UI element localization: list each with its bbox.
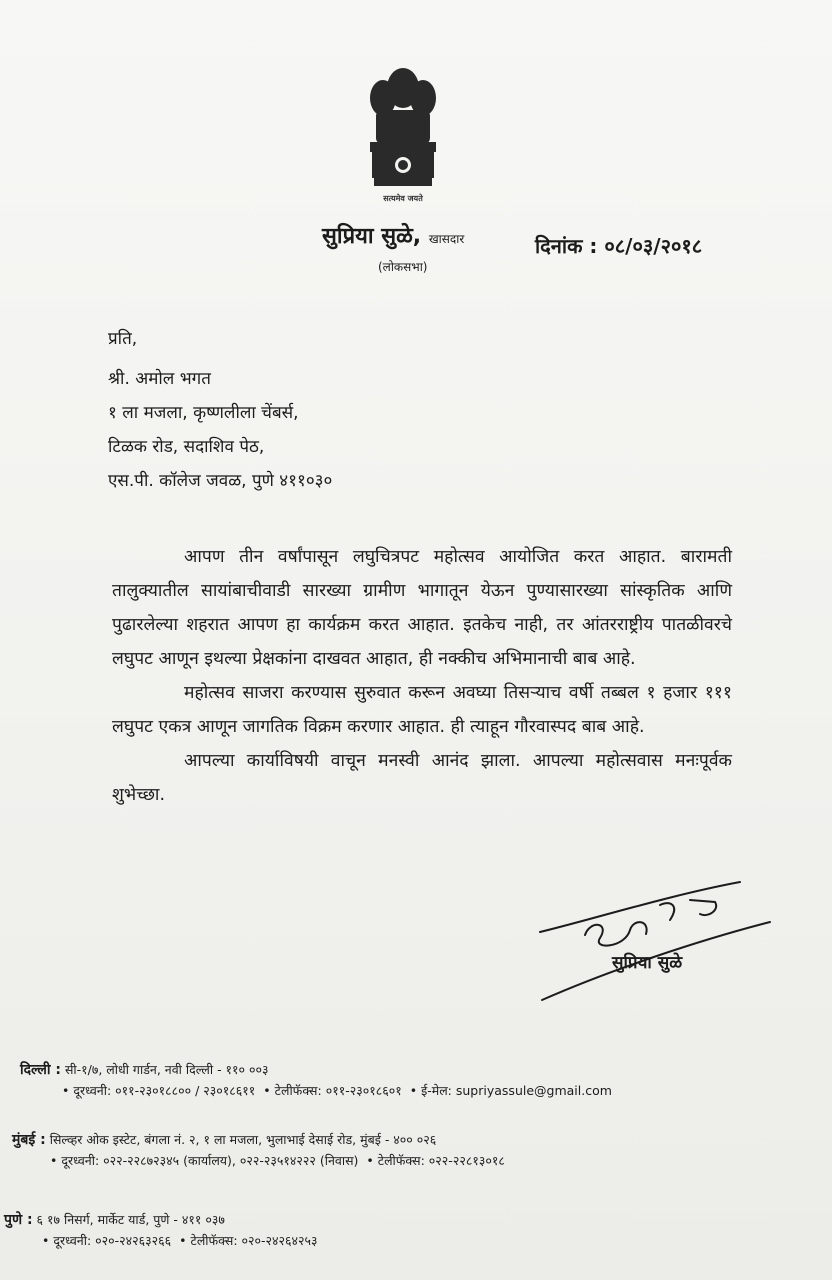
signature-scribble-icon bbox=[530, 860, 780, 1010]
delhi-address-line bbox=[20, 1060, 269, 1079]
pune-address-line bbox=[4, 1210, 225, 1229]
delhi-fax: टेलीफॅक्स: ०११-२३०१८६०१ bbox=[274, 1083, 402, 1098]
email-label: ई-मेल: bbox=[421, 1083, 452, 1098]
emblem-motto: सत्यमेव जयते bbox=[383, 194, 423, 203]
body-paragraph: महोत्सव साजरा करण्यास सुरुवात करून अवघ्या तिसऱ्याच वर्षी तब्बल १ हजार १११ लघुपट एकत्र आणून जागतिक विक्रम करणार आहात. ही त्याहून गौरवास्पद बाब आहे. bbox=[112, 683, 732, 737]
body-paragraph: आपण तीन वर्षांपासून लघुचित्रपट महोत्सव आयोजित करत आहात. बारामती तालुक्यातील सायांबाचीवाडी सारख्या ग्रामीण भागातून येऊन पुण्यासारख्या सांस्कृतिक आणि पुढारलेल्या शहरात आपण हा कार्यक्रम करत आहात. इतकेच नाही, तर आंतरराष्ट्रीय पातळीवरचे लघुपट आणून इथल्या प्रेक्षकांना दाखवत आहात, ही नक्कीच अभिमानाची बाब आहे. bbox=[112, 547, 732, 669]
recipient-address bbox=[108, 322, 332, 498]
signatory-name: सुप्रिया सुळे bbox=[612, 953, 683, 973]
pune-contact-line: • दूरध्वनी: ०२०-२४२६३२६६ • टेलीफॅक्स: ०२०-२४२६४२५३ bbox=[42, 1233, 318, 1248]
delhi-contact-line: • दूरध्वनी: ०११-२३०१८८०० / २३०१८६११ • टेलीफॅक्स: ०११-२३०१८६०१ • ई-मेल: supriyassule@gmail.com bbox=[62, 1083, 612, 1098]
recipient-address-line: टिळक रोड, सदाशिव पेठ, bbox=[108, 437, 265, 457]
mumbai-address: सिल्व्हर ओक इस्टेट, बंगला नं. २, १ ला मजला, भुलाभाई देसाई रोड, मुंबई - ४०० ०२६ bbox=[49, 1132, 437, 1147]
sender-house: (लोकसभा) bbox=[378, 260, 428, 274]
delhi-phone: दूरध्वनी: ०११-२३०१८८०० / २३०१८६११ bbox=[73, 1083, 256, 1098]
mumbai-phone: दूरध्वनी: ०२२-२२८७२३४५ (कार्यालय), ०२२-२३५१४२२२ (निवास) bbox=[61, 1153, 359, 1168]
sender-name bbox=[322, 220, 464, 250]
email-address[interactable]: supriyassule@gmail.com bbox=[455, 1083, 612, 1098]
mumbai-address-line bbox=[12, 1130, 436, 1149]
sender-name-text: सुप्रिया सुळे, bbox=[322, 224, 422, 249]
recipient-address-line: एस.पी. कॉलेज जवळ, पुणे ४११०३० bbox=[108, 471, 333, 491]
pune-city-label: पुणे : bbox=[4, 1212, 33, 1228]
recipient-address-line: १ ला मजला, कृष्णलीला चेंबर्स, bbox=[108, 403, 299, 423]
letter-date bbox=[535, 232, 702, 259]
delhi-city-label: दिल्ली : bbox=[20, 1062, 61, 1078]
sender-title: खासदार bbox=[428, 232, 465, 246]
mumbai-contact-line: • दूरध्वनी: ०२२-२२८७२३४५ (कार्यालय), ०२२-२३५१४२२२ (निवास) • टेलीफॅक्स: ०२२-२२८१३०१८ bbox=[50, 1153, 505, 1168]
pune-address: ६ १७ निसर्ग, मार्केट यार्ड, पुणे - ४११ ०३७ bbox=[36, 1212, 225, 1227]
pune-fax: टेलीफॅक्स: ०२०-२४२६४२५३ bbox=[190, 1233, 318, 1248]
date-label: दिनांक : bbox=[535, 234, 598, 258]
body-paragraph: आपल्या कार्याविषयी वाचून मनस्वी आनंद झाला. आपल्या महोत्सवास मनःपूर्वक शुभेच्छा. bbox=[112, 751, 732, 805]
date-value: ०८/०३/२०१८ bbox=[604, 234, 703, 258]
delhi-address: सी-१/७, लोधी गार्डन, नवी दिल्ली - ११० ००३ bbox=[64, 1062, 269, 1077]
pune-phone: दूरध्वनी: ०२०-२४२६३२६६ bbox=[53, 1233, 172, 1248]
recipient-name: श्री. अमोल भगत bbox=[108, 369, 211, 389]
letter-body bbox=[112, 540, 732, 812]
mumbai-fax: टेलीफॅक्स: ०२२-२२८१३०१८ bbox=[377, 1153, 505, 1168]
state-emblem-icon bbox=[356, 58, 450, 208]
salutation: प्रति, bbox=[108, 329, 138, 349]
mumbai-city-label: मुंबई : bbox=[12, 1132, 46, 1148]
